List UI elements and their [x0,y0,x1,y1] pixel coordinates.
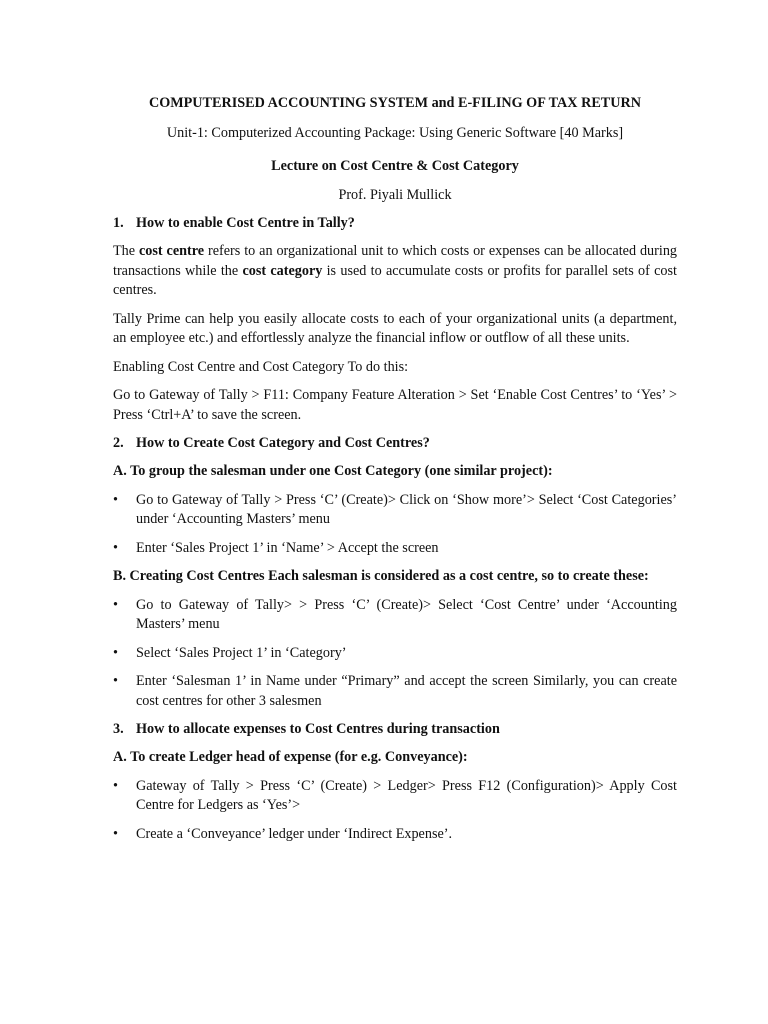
list-item [113,672,677,711]
bullet-icon: • [113,596,118,613]
list-item-text: Select ‘Sales Project 1’ in ‘Category’ [136,644,347,661]
bold-term: cost centre [138,243,205,259]
document-page [113,90,677,844]
section-number: 1. [113,215,124,231]
list-item-text: Gateway of Tally > Press ‘C’ (Create) > Ledger> Press F12 (Configuration)> Apply Cost Centre for Ledgers as ‘Yes’> [136,777,677,813]
list-item-text: Enter ‘Sales Project 1’ in ‘Name’ > Accept the screen [136,539,439,556]
bullet-icon: • [113,825,118,842]
unit-line: Unit-1: Computerized Accounting Package: Using Generic Software [40 Marks] [166,125,624,141]
section-number: 2. [113,435,124,451]
bullet-icon: • [113,491,118,508]
gateway-paragraph: Go to Gateway of Tally > F11: Company Feature Alteration > Set ‘Enable Cost Centres’ to ‘Yes’ > Press ‘Ctrl+A’ to save the screen. [113,387,677,423]
list-item-text: Go to Gateway of Tally > Press ‘C’ (Create)> Click on ‘Show more’> Select ‘Cost Categories’ under ‘Accounting Masters’ menu [136,491,677,527]
bullet-icon: • [113,644,118,661]
bold-term: cost category [242,262,323,279]
bullet-icon: • [113,673,118,689]
list-item-text: Create a ‘Conveyance’ ledger under ‘Indirect Expense’. [136,825,453,842]
definition-paragraph [113,242,677,301]
bullet-list-b [113,596,677,712]
list-item [113,825,677,845]
subheading-b: B. Creating Cost Centres Each salesman is considered as a cost centre, so to create these: [113,568,649,584]
paragraph-text: refers to an organizational unit to which costs or expenses can be allocated during transactions while the [113,243,678,279]
list-item [113,777,677,816]
list-item [113,539,677,559]
section-heading-text: How to enable Cost Centre in Tally? [136,215,355,231]
section-3-heading [113,720,677,739]
section-number: 3. [113,721,124,737]
section-heading-text: How to allocate expenses to Cost Centres during transaction [136,721,500,737]
list-item [113,596,677,635]
section-heading-text: How to Create Cost Category and Cost Centres? [136,435,430,451]
subheading-a: A. To create Ledger head of expense (for e.g. Conveyance): [113,749,468,765]
enabling-paragraph: Enabling Cost Centre and Cost Category To do this: [113,358,409,375]
section-1-heading [113,214,677,233]
list-item [113,644,677,664]
bullet-list-c [113,777,677,845]
paragraph-text: The [113,243,139,259]
subheading-a: A. To group the salesman under one Cost Category (one similar project): [113,463,553,479]
paragraph-text: is used to accumulate costs or profits for parallel sets of cost centres. [113,262,677,298]
bullet-icon: • [113,777,118,794]
list-item-text: Go to Gateway of Tally> > Press ‘C’ (Create)> Select ‘Cost Centre’ under ‘Accounting Masters’ menu [136,596,677,632]
section-2-heading [113,434,677,453]
bullet-icon: • [113,539,118,556]
author-name: Prof. Piyali Mullick [338,187,452,203]
tally-prime-paragraph: Tally Prime can help you easily allocate costs to each of your organizational units (a department, an employee etc.) and effortlessly analyze the financial inflow or outflow of all these units. [113,310,677,346]
bullet-list-a [113,491,677,559]
lecture-title: Lecture on Cost Centre & Cost Category [271,158,519,174]
list-item [113,491,677,530]
document-title: COMPUTERISED ACCOUNTING SYSTEM and E-FILING OF TAX RETURN [148,95,642,111]
list-item-text: Enter ‘Salesman 1’ in Name under “Primary” and accept the screen Similarly, you can create cost centres for other 3 salesmen [136,673,677,709]
